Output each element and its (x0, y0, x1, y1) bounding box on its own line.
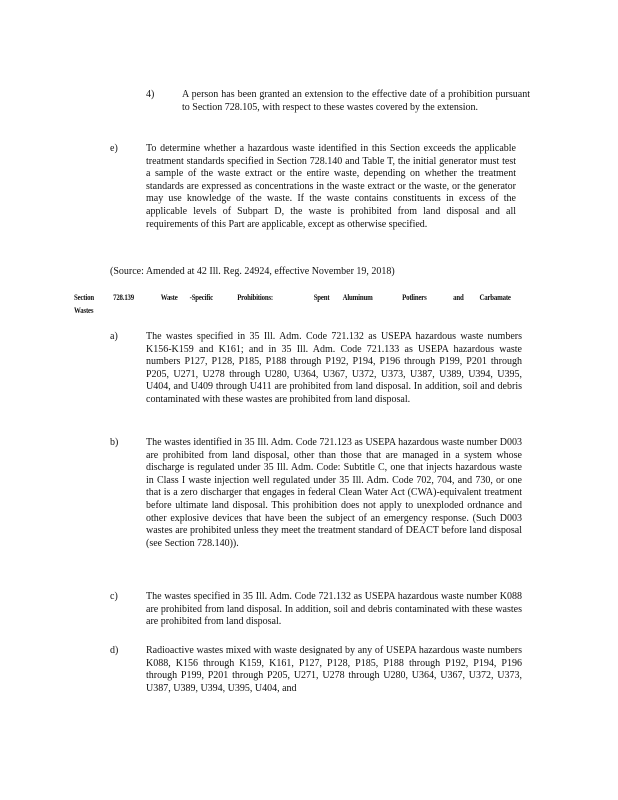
section-label-cont: Wastes (74, 306, 94, 315)
item-b-label: b) (110, 437, 119, 448)
item-e-text: To determine whether a hazardous waste identified in this Section exceeds the applicable treatment standards specified in Section 728.140 and Table T, the initial generator must test a sample of the waste extract or the entire waste, depending on whether the treatment standards are expressed as concentrations in the waste extract or the waste, or the generator may use knowledge of the waste. If the waste contains constituents in excess of the applicable levels of Subpart D, the waste is prohibited from land disposal and all requirements of this Part are applicable, except as otherwise specified. (146, 143, 516, 230)
heading-word-5: Aluminum (342, 293, 373, 302)
item-a-label: a) (110, 331, 118, 342)
heading-word-7: and (453, 293, 464, 302)
heading-word-1: Waste (160, 293, 178, 302)
item-c-label: c) (110, 591, 118, 602)
item-b-text: The wastes identified in 35 Ill. Adm. Code 721.123 as USEPA hazardous waste number D003 are prohibited from land disposal, other than those that are managed in a system whose discharge is regulated under 35 Ill. Adm. Code: Subtitle C, one that injects hazardous waste in Class I waste injection well regulated under 35 Ill. Adm. Code 702, 704, and 730, or one that is a zero discharger that engages in federal Clean Water Act (CWA)-equivalent treatment before ultimate land disposal. This prohibition does not apply to unexploded ordnance and other explosive devices that have been the subject of an emergency response. (Such D003 wastes are prohibited unless they meet the treatment standard of DEACT before land disposal (see Section 728.140)). (146, 437, 522, 549)
item-e-label: e) (110, 143, 118, 154)
heading-word-2: -Specific (189, 293, 214, 302)
section-label: Section (74, 293, 94, 302)
item-d-text: Radioactive wastes mixed with waste designated by any of USEPA hazardous waste numbers K088, K156 through K159, K161, P127, P128, P185, P188 through P192, P194, P196 through P199, P201 through P205, U271, U278 through U280, U364, U367, U372, U373, U387, U389, U394, U395, U404, and (146, 645, 522, 694)
heading-word-6: Potliners (402, 293, 427, 302)
section-heading (74, 292, 550, 318)
heading-word-8: Carbamate (479, 293, 511, 302)
source-note: (Source: Amended at 42 Ill. Reg. 24924, effective November 19, 2018) (110, 266, 395, 277)
item-c-text: The wastes specified in 35 Ill. Adm. Code 721.132 as USEPA hazardous waste number K088 are prohibited from land disposal. In addition, soil and debris contaminated with these wastes are prohibited from land disposal. (146, 591, 522, 628)
item-a-text: The wastes specified in 35 Ill. Adm. Code 721.132 as USEPA hazardous waste numbers K156-K159 and K161; and in 35 Ill. Adm. Code 721.133 as USEPA hazardous waste numbers P127, P128, P185, P188 through P192, P194, P196 through P199, P201 through P205, U271, U278 through U280, U364, U367, U372, U373, U387, U389, U394, U395, U404, and U409 through U411 are prohibited from land disposal. In addition, soil and debris contaminated with these wastes are prohibited from land disposal. (146, 331, 522, 405)
heading-word-4: Spent (313, 293, 330, 302)
item-d-label: d) (110, 645, 119, 656)
item-4-label: 4) (146, 89, 155, 100)
item-4-text: A person has been granted an extension to the effective date of a prohibition pursuant to Section 728.105, with respect to these wastes covered by the extension. (182, 89, 530, 113)
heading-word-3: Prohibitions: (237, 293, 274, 302)
section-number: 728.139 (113, 293, 135, 302)
